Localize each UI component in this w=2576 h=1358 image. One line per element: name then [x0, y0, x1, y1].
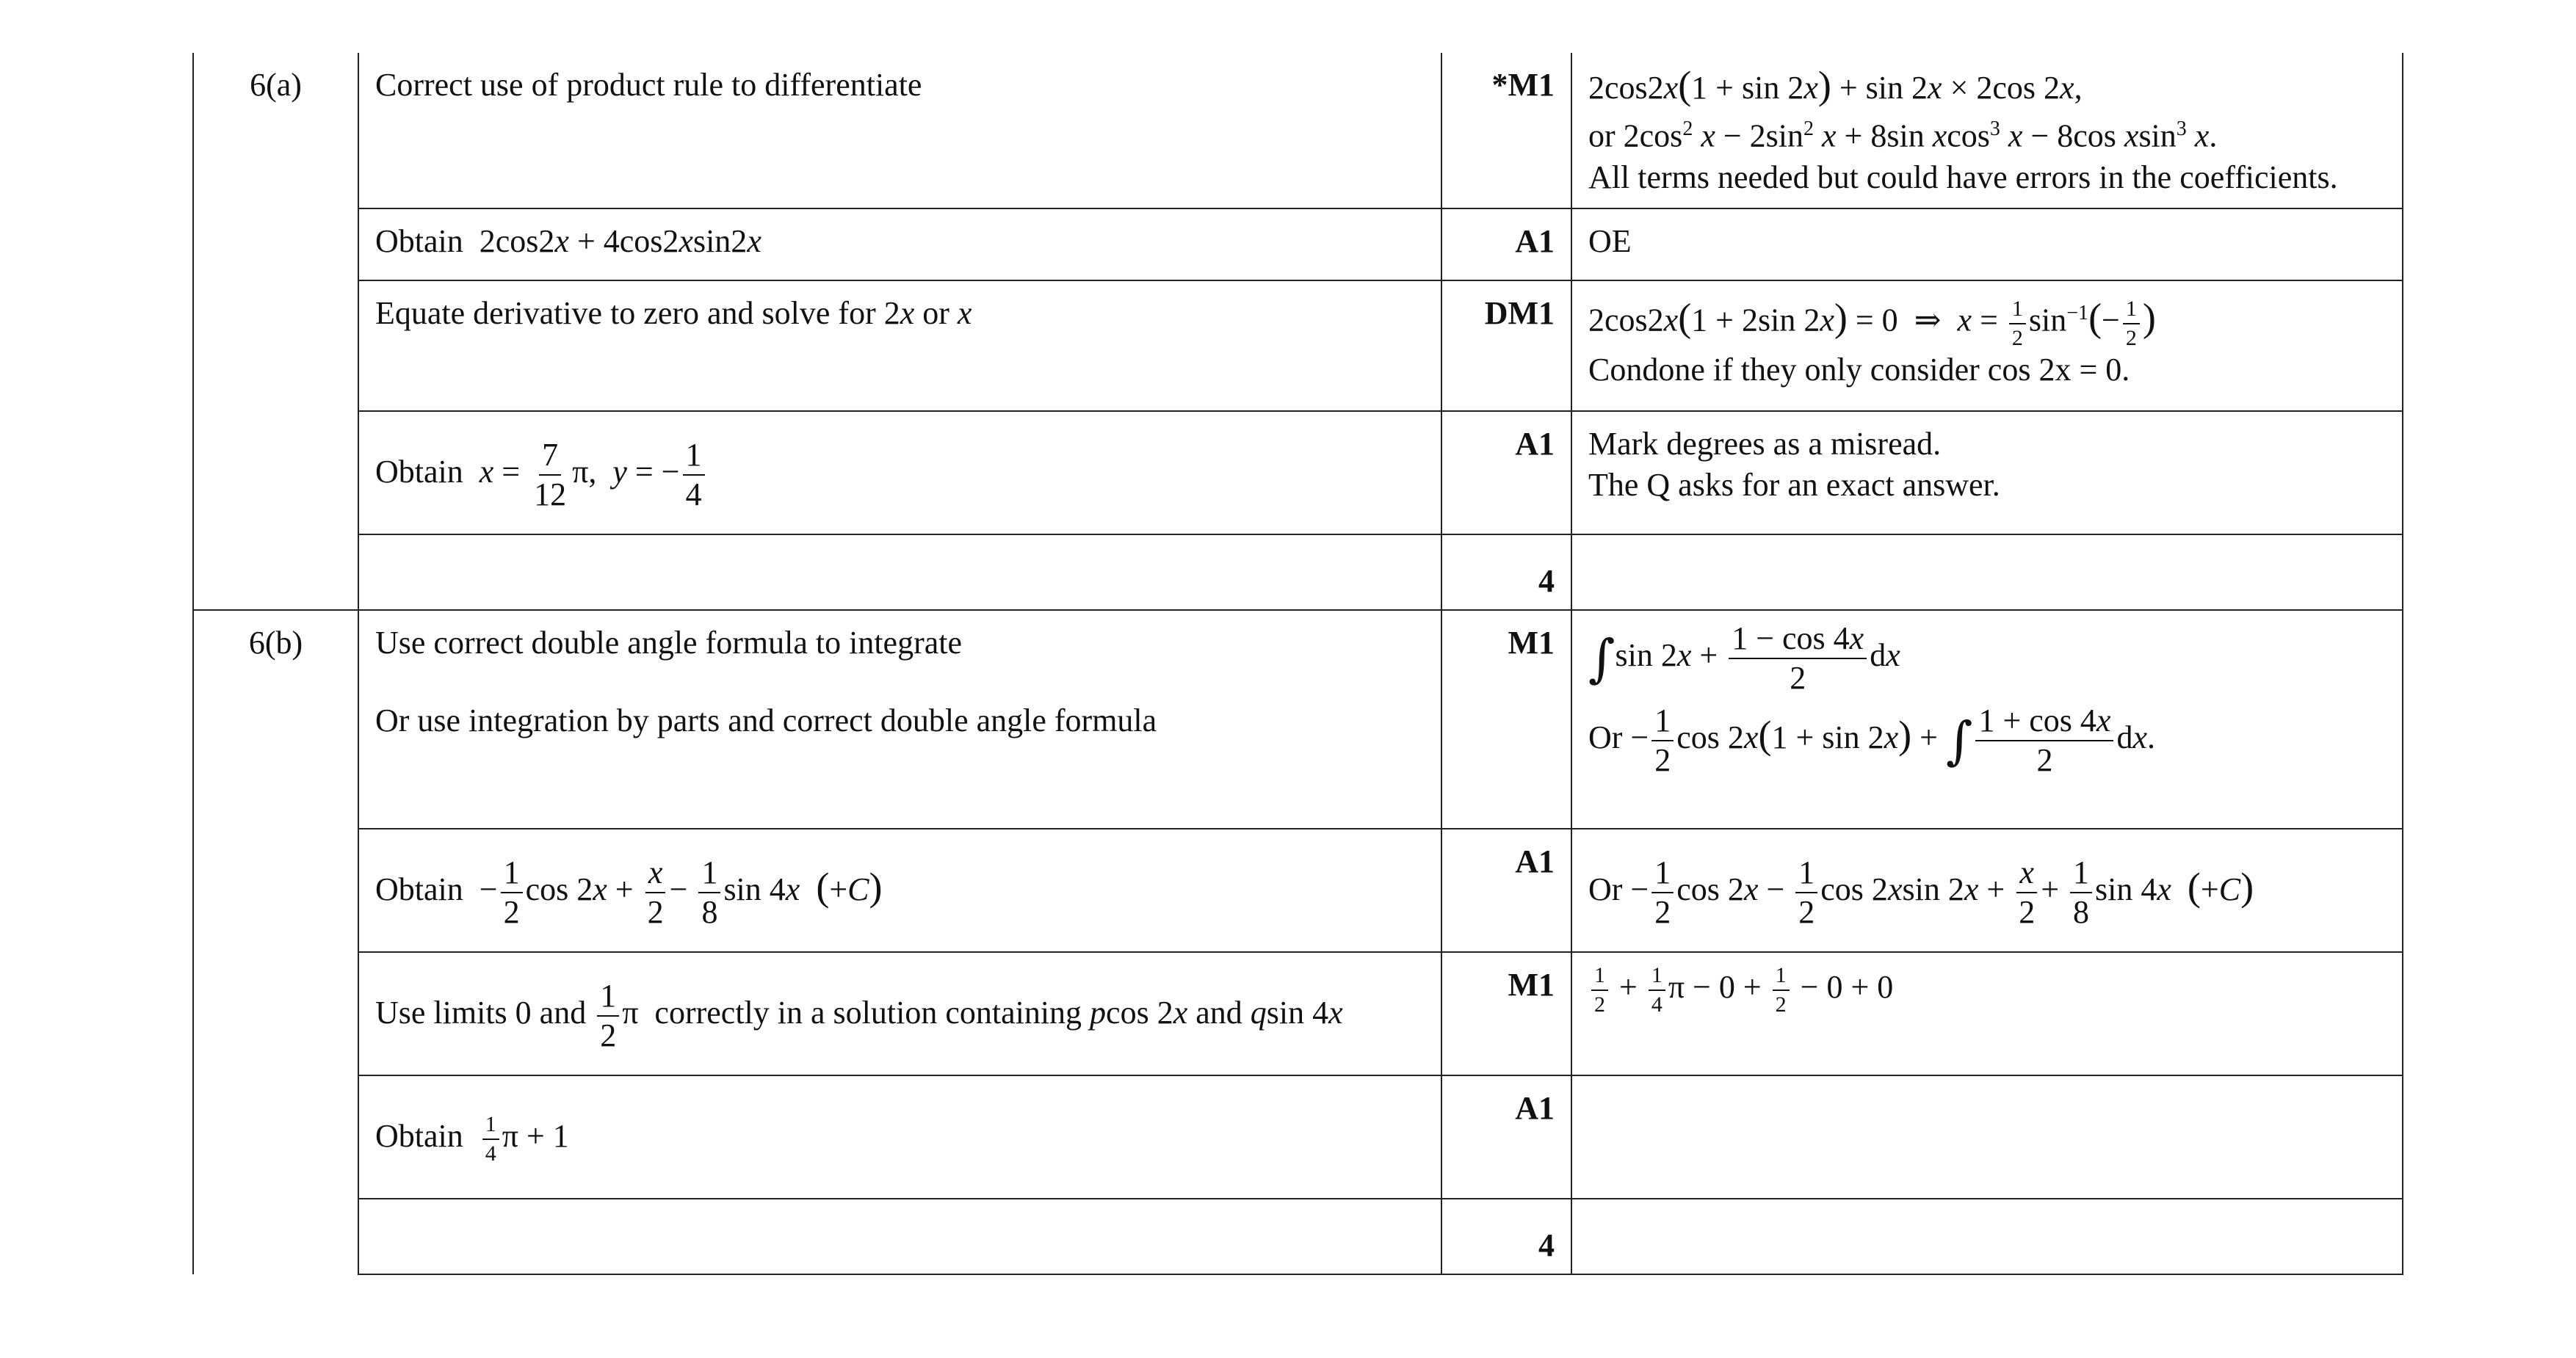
guidance-cell: ∫sin 2x + $\frac{1 - \cos 4x}{2}$ dx Or − $\frac{1}{2}$ cos 2x(1 + sin 2x) + ∫ $\frac{1 + \cos 4x}{2}$ dx. [1571, 610, 2403, 829]
table-row [193, 952, 2403, 1075]
question-number: 6(b) [193, 610, 358, 1274]
mark-cell: *M1 [1441, 53, 1571, 208]
answer-cell: Equate derivative to zero and solve for 2x or x [358, 280, 1441, 411]
answer-cell: Obtain − $\frac{1}{2}$ cos 2x + $\frac{x}{2}$ − $\frac{1}{8}$ sin 4x (+C) [358, 829, 1441, 952]
table-row [193, 534, 2403, 610]
guidance-cell [1571, 1075, 2403, 1199]
mark-cell: DM1 [1441, 280, 1571, 411]
mark-cell: M1 [1441, 952, 1571, 1075]
mark-cell: A1 [1441, 208, 1571, 280]
answer-cell [358, 1199, 1441, 1274]
guidance-cell: Mark degrees as a misread. The Q asks for an exact answer. [1571, 411, 2403, 534]
guidance-cell: Or − $\frac{1}{2}$ cos 2x − $\frac{1}{2}$ cos 2xsin 2x + $\frac{x}{2}$ + $\frac{1}{8}$ sin 4x (+C) [1571, 829, 2403, 952]
answer-cell: Use limits 0 and $\frac{1}{2}$ π correctly in a solution containing pcos 2x and qsin 4x [358, 952, 1441, 1075]
table-row [193, 829, 2403, 952]
total-mark: 4 [1441, 534, 1571, 610]
table-row [193, 53, 2403, 208]
mark-cell: A1 [1441, 411, 1571, 534]
guidance-cell [1571, 534, 2403, 610]
mark-cell: M1 [1441, 610, 1571, 829]
guidance-cell: 2cos2x(1 + sin 2x) + sin 2x × 2cos 2x, or $2\cos^2$ $x - 2\sin^2$ x + 8sin xcos$^3$ x − 8cos xsin$^3$ x. All terms needed but could have errors in the coefficients. [1571, 53, 2403, 208]
answer-cell: Use correct double angle formula to integrate Or use integration by parts and correct double angle formula [358, 610, 1441, 829]
guidance-cell: $\frac{1}{2}$ + $\frac{1}{4}$ π − 0 + $\frac{1}{2}$ − 0 + 0 [1571, 952, 2403, 1075]
mark-scheme-table [192, 53, 2403, 1275]
answer-cell [358, 534, 1441, 610]
mark-cell: A1 [1441, 829, 1571, 952]
table-row [193, 411, 2403, 534]
answer-cell: Correct use of product rule to differentiate [358, 53, 1441, 208]
guidance-cell: 2cos2x(1 + 2sin 2x) = 0 ⇒ x = $\frac{1}{2}$ $\sin^{-1}(-$ $\frac{1}{2}$ ) Condone if they only consider cos 2x = 0. [1571, 280, 2403, 411]
answer-cell: Obtain x = $\frac{7}{12}$ π, y = − $\frac{1}{4}$ [358, 411, 1441, 534]
table-row [193, 1199, 2403, 1274]
guidance-cell [1571, 1199, 2403, 1274]
table-row [193, 1075, 2403, 1199]
table-row [193, 280, 2403, 411]
table-row [193, 610, 2403, 829]
answer-cell: Obtain 2cos2x + 4cos2xsin2x [358, 208, 1441, 280]
question-number: 6(a) [193, 53, 358, 610]
total-mark: 4 [1441, 1199, 1571, 1274]
table-row [193, 208, 2403, 280]
guidance-cell: OE [1571, 208, 2403, 280]
mark-cell: A1 [1441, 1075, 1571, 1199]
answer-cell: Obtain $\frac{1}{4}$ π + 1 [358, 1075, 1441, 1199]
